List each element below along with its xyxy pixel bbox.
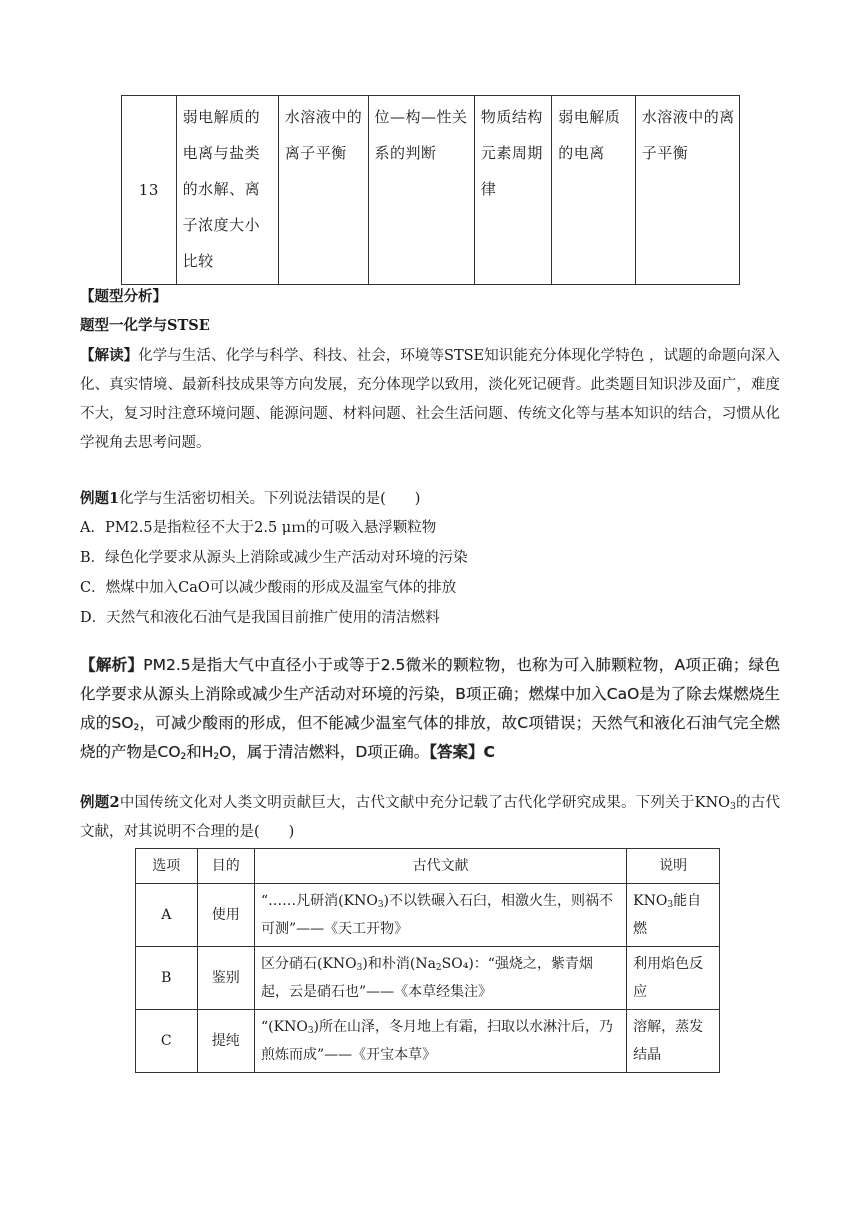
option-a: A．PM2.5是指粒径不大于2.5 μｍ的可吸入悬浮颗粒物: [80, 520, 437, 536]
table-cell: 水溶液中的离子平衡: [635, 96, 739, 285]
question-number: 13: [122, 96, 177, 285]
option-b: B．绿色化学要求从源头上消除或减少生产活动对环境的污染: [80, 550, 468, 566]
analysis-label: 【解析】: [80, 656, 144, 674]
table-cell: 弱电解质的电离与盐类的水解、离子浓度大小比较: [176, 96, 278, 285]
table-cell: 位—构—性关系的判断: [368, 96, 474, 285]
table-header-row: [136, 849, 720, 884]
example2-text: 的古代文献，对其说明不合理的是( ): [80, 795, 781, 840]
reading-text: 化学与生活、化学与科学、科技、社会，环境等STSE知识能充分体现化学特色 ，试题的命题向深入化、真实情境、最新科技成果等方向发展，充分体现学以致用，淡化死记硬背。此类题目知识涉及面广，难度不大，复习时注意环境问题、能源问题、材料问题、社会生活问题、传统文化等与基本知识的结合，习惯从化学视角去思考问题。: [80, 348, 781, 451]
answer: 【答案】C: [429, 743, 495, 761]
row-purpose: 鉴别: [197, 947, 254, 1010]
table-cell: 水溶液中的离子平衡: [278, 96, 368, 285]
literature-text: )和朴消(Na: [362, 956, 436, 972]
analysis-text: ，可减少酸雨的形成，但不能减少温室气体的排放，故C项错误；天然气和液化石油气完全燃烧的产物是CO: [80, 714, 780, 761]
header-note: 说明: [627, 849, 720, 884]
example1-question: 化学与生活密切相关。下列说法错误的是( ): [119, 491, 421, 507]
subscript: 2: [133, 723, 140, 733]
row-note: [627, 884, 720, 947]
row-purpose: 提纯: [197, 1010, 254, 1073]
row-note: 溶解，蒸发结晶: [627, 1010, 720, 1073]
literature-text: “……凡研消(KNO: [261, 893, 378, 909]
subscript: 3: [356, 963, 363, 973]
literature-text: SO₄)：“强烧之，紫青烟起，云是硝石也”——《本草经集注》: [261, 956, 593, 1000]
table-row: [136, 947, 720, 1010]
example2-stem: [80, 788, 780, 847]
section-title: 【题型分析】: [80, 288, 167, 305]
example2-label: 例题2: [80, 794, 120, 811]
row-purpose: 使用: [197, 884, 254, 947]
subscript: 3: [307, 1026, 314, 1036]
row-literature: [255, 947, 627, 1010]
row-option: A: [136, 884, 198, 947]
analysis-text: O，属于清洁燃料，D项正确。: [219, 743, 430, 761]
note-text: 能自燃: [633, 893, 702, 937]
analysis-text: 和H: [186, 743, 214, 761]
table-cell: 物质结构元素周期律: [474, 96, 551, 285]
subscript: 2: [180, 752, 187, 762]
row-literature: [255, 1010, 627, 1073]
table-row: [136, 884, 720, 947]
literature-text: “(KNO: [261, 1019, 308, 1035]
ancient-literature-table: [135, 848, 720, 1073]
table-cell: 弱电解质的电离: [552, 96, 636, 285]
example1-label: 例题1: [80, 490, 120, 507]
exam-topic-table: [121, 95, 740, 285]
table-row: [122, 96, 740, 285]
option-c: C．燃煤中加入CaO可以减少酸雨的形成及温室气体的排放: [80, 580, 457, 596]
example1-analysis: [80, 651, 780, 767]
reading-paragraph: [80, 341, 780, 458]
row-literature: [255, 884, 627, 947]
literature-text: )不以铁碾入石臼，相激火生，则祸不可测”——《天工开物》: [261, 893, 614, 937]
header-literature: 古代文献: [255, 849, 627, 884]
row-option: C: [136, 1010, 198, 1073]
header-purpose: 目的: [197, 849, 254, 884]
question-type-title: 题型一化学与STSE: [80, 317, 210, 334]
literature-text: )所在山泽，冬月地上有霜，扫取以水淋汁后，乃煎炼而成”——《开宝本草》: [261, 1019, 614, 1063]
header-option: 选项: [136, 849, 198, 884]
literature-text: 区分硝石(KNO: [261, 956, 357, 972]
subscript: 2: [213, 752, 220, 762]
row-option: B: [136, 947, 198, 1010]
option-d: D．天然气和液化石油气是我国目前推广使用的清洁燃料: [80, 610, 440, 626]
note-text: KNO: [633, 893, 668, 909]
subscript: 3: [730, 802, 736, 812]
row-note: 利用焰色反应: [627, 947, 720, 1010]
table-row: [136, 1010, 720, 1073]
example1-stem: [80, 487, 420, 508]
subscript: 3: [667, 900, 674, 910]
subscript: 2: [435, 963, 442, 973]
subscript: 3: [377, 900, 384, 910]
example2-text: 中国传统文化对人类文明贡献巨大，古代文献中充分记载了古代化学研究成果。下列关于KNO: [119, 795, 731, 811]
analysis-text: PM2.5是指大气中直径小于或等于2.5微米的颗粒物，也称为可入肺颗粒物，A项正确；绿色化学要求从源头上消除或减少生产活动对环境的污染，B项正确；燃煤中加入CaO是为了除去煤燃烧生成的SO: [80, 656, 780, 732]
reading-label: 【解读】: [80, 347, 139, 364]
